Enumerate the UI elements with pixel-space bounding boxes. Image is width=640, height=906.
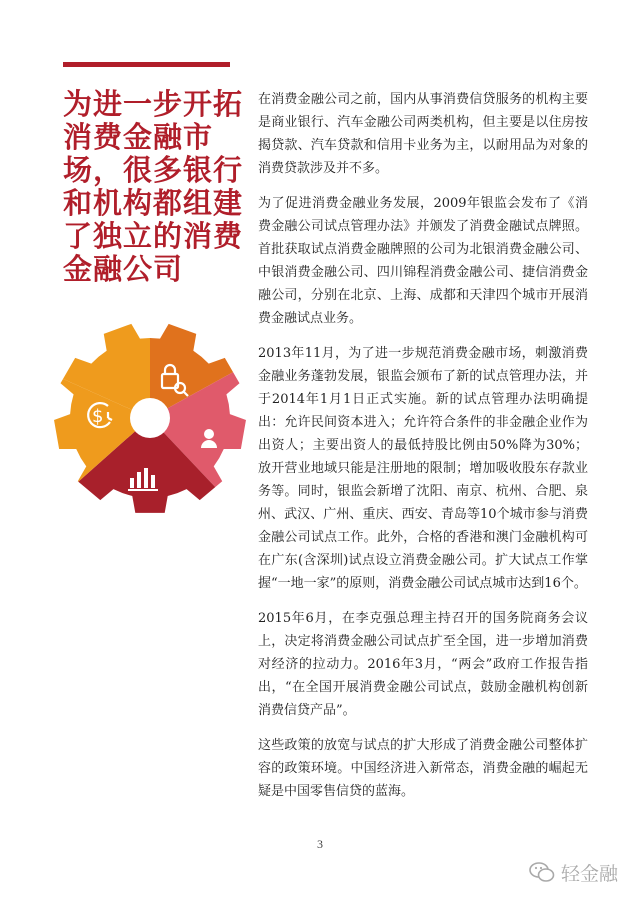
svg-text:$: $: [92, 406, 104, 427]
paragraph: 这些政策的放宽与试点的扩大形成了消费金融公司整体扩容的政策环境。中国经济进入新常态，消费金融的崛起无疑是中国零售信贷的蓝海。: [258, 738, 588, 799]
gear-hub: [130, 398, 170, 438]
page-number: 3: [317, 837, 323, 851]
wechat-icon: [529, 861, 555, 883]
gear-illustration: [50, 318, 250, 518]
paragraph: 在消费金融公司之前，国内从事消费信贷服务的机构主要是商业银行、汽车金融公司两类机构，但主要是以住房按揭贷款、汽车贷款和信用卡业务为主，以耐用品为对象的消费贷款涉及并不多。: [258, 92, 588, 176]
watermark: [529, 858, 618, 886]
paragraph: 2013年11月，为了进一步规范消费金融市场，刺激消费金融业务蓬勃发展，银监会颁布了新的试点管理办法，并于2014年1月1日正式实施。新的试点管理办法明确提出：允许民间资本进入；允许符合条件的非金融企业作为出资人；主要出资人的最低持股比例由50%降为30%；放开营业地域只能是注册地的限制；增加吸收股东存款业务等。同时，银监会新增了沈阳、南京、杭州、合肥、泉州、武汉、广州、重庆、西安、青岛等10个城市参与消费金融公司试点工作。此外，合格的香港和澳门金融机构可在广东(含深圳)试点设立消费金融公司。扩大试点工作掌握“一地一家”的原则，消费金融公司试点城市达到16个。: [258, 346, 588, 591]
accent-rule: [63, 62, 230, 67]
watermark-text: 轻金融: [560, 862, 618, 885]
paragraph: 为了促进消费金融业务发展，2009年银监会发布了《消费金融公司试点管理办法》并颁发了消费金融试点牌照。首批获取试点消费金融牌照的公司为北银消费金融公司、中银消费金融公司、四川锦程消费金融公司、捷信消费金融公司，分别在北京、上海、成都和天津四个城市开展消费金融试点业务。: [258, 196, 588, 326]
paragraph: 2015年6月，在李克强总理主持召开的国务院商务会议上，决定将消费金融公司试点扩至全国，进一步增加消费对经济的拉动力。2016年3月，“两会”政府工作报告指出，“在全国开展消费金融公司试点，鼓励金融机构创新消费信贷产品”。: [258, 611, 588, 718]
article-body: [258, 88, 588, 815]
sidebar-headline: 为进一步开拓消费金融市场，很多银行和机构都组建了独立的消费金融公司: [63, 87, 244, 286]
